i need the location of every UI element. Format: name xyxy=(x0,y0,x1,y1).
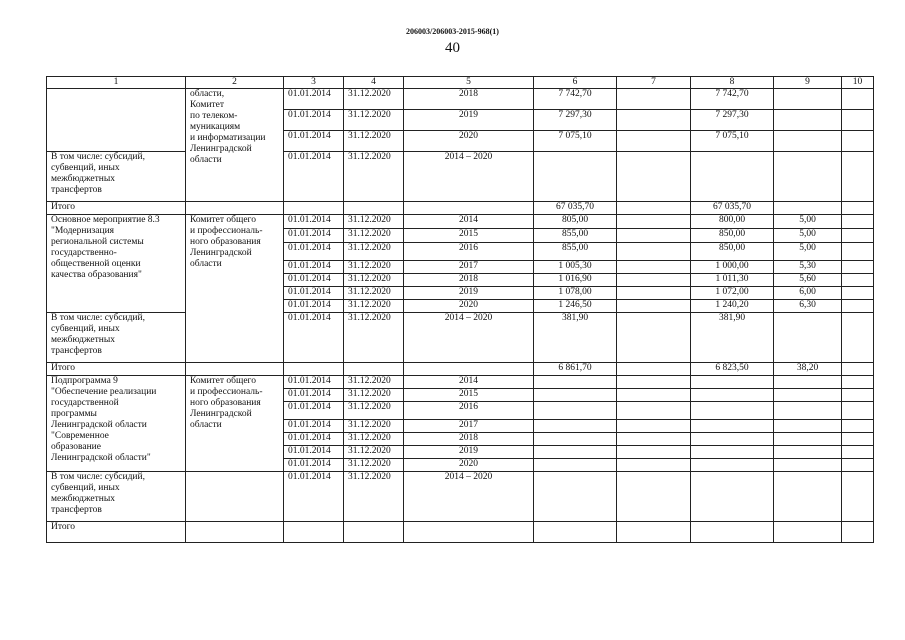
local-budget-cell xyxy=(774,313,842,363)
total-amount-cell xyxy=(534,472,617,522)
total-amount-cell: 1 246,50 xyxy=(534,300,617,313)
local-budget-cell xyxy=(774,472,842,522)
start-date-cell: 01.01.2014 xyxy=(284,433,344,446)
other-sources-cell xyxy=(842,215,874,229)
other-sources-cell xyxy=(842,131,874,152)
local-budget-cell: 6,00 xyxy=(774,287,842,300)
column-header: 5 xyxy=(404,77,534,89)
start-date-cell: 01.01.2014 xyxy=(284,110,344,131)
executor-cell xyxy=(186,363,284,376)
local-budget-cell xyxy=(774,89,842,110)
event-name-cell: Подпрограмма 9 "Обеспечение реализации государственной программы Ленинградской области "Современное образование Ленинградской области" xyxy=(47,376,186,472)
year-cell: 2020 xyxy=(404,459,534,472)
other-sources-cell xyxy=(842,229,874,243)
regional-budget-cell: 1 072,00 xyxy=(691,287,774,300)
total-label: Итого xyxy=(47,363,186,376)
start-date-cell: 01.01.2014 xyxy=(284,300,344,313)
other-sources-cell xyxy=(842,300,874,313)
total-amount-cell: 805,00 xyxy=(534,215,617,229)
start-date-cell: 01.01.2014 xyxy=(284,274,344,287)
total-amount-cell: 7 742,70 xyxy=(534,89,617,110)
local-budget-cell xyxy=(774,376,842,389)
other-sources-cell xyxy=(842,420,874,433)
other-sources-cell xyxy=(842,472,874,522)
executor-cell xyxy=(186,202,284,215)
start-date-cell xyxy=(284,522,344,543)
federal-budget-cell xyxy=(617,376,691,389)
regional-budget-cell: 1 011,30 xyxy=(691,274,774,287)
regional-budget-cell xyxy=(691,522,774,543)
total-amount-cell xyxy=(534,420,617,433)
local-budget-cell: 5,00 xyxy=(774,243,842,261)
local-budget-cell: 5,00 xyxy=(774,215,842,229)
end-date-cell: 31.12.2020 xyxy=(344,152,404,202)
column-header: 2 xyxy=(186,77,284,89)
total-amount-cell xyxy=(534,402,617,420)
other-sources-cell xyxy=(842,110,874,131)
total-amount-cell: 855,00 xyxy=(534,229,617,243)
total-amount-cell: 1 016,90 xyxy=(534,274,617,287)
column-header: 10 xyxy=(842,77,874,89)
start-date-cell: 01.01.2014 xyxy=(284,313,344,363)
other-sources-cell xyxy=(842,522,874,543)
federal-budget-cell xyxy=(617,446,691,459)
regional-budget-cell xyxy=(691,433,774,446)
year-cell: 2017 xyxy=(404,261,534,274)
federal-budget-cell xyxy=(617,152,691,202)
local-budget-cell xyxy=(774,420,842,433)
federal-budget-cell xyxy=(617,243,691,261)
total-amount-cell: 1 078,00 xyxy=(534,287,617,300)
end-date-cell: 31.12.2020 xyxy=(344,261,404,274)
other-sources-cell xyxy=(842,446,874,459)
other-sources-cell xyxy=(842,376,874,389)
column-header: 3 xyxy=(284,77,344,89)
regional-budget-cell xyxy=(691,152,774,202)
federal-budget-cell xyxy=(617,363,691,376)
year-row xyxy=(47,376,874,389)
other-sources-cell xyxy=(842,402,874,420)
regional-budget-cell: 1 240,20 xyxy=(691,300,774,313)
regional-budget-cell xyxy=(691,446,774,459)
regional-budget-cell xyxy=(691,402,774,420)
event-name-cell: Основное мероприятие 8.3 "Модернизация региональной системы государственно- общественной оценки качества образования" xyxy=(47,215,186,313)
year-cell: 2020 xyxy=(404,300,534,313)
year-cell: 2016 xyxy=(404,243,534,261)
subsidy-row xyxy=(47,152,874,202)
local-budget-cell: 38,20 xyxy=(774,363,842,376)
total-row xyxy=(47,522,874,543)
total-amount-cell: 67 035,70 xyxy=(534,202,617,215)
total-amount-cell xyxy=(534,389,617,402)
regional-budget-cell: 7 297,30 xyxy=(691,110,774,131)
column-header: 6 xyxy=(534,77,617,89)
regional-budget-cell: 850,00 xyxy=(691,229,774,243)
start-date-cell: 01.01.2014 xyxy=(284,459,344,472)
start-date-cell: 01.01.2014 xyxy=(284,472,344,522)
federal-budget-cell xyxy=(617,420,691,433)
year-cell: 2019 xyxy=(404,446,534,459)
total-amount-cell xyxy=(534,376,617,389)
total-label: Итого xyxy=(47,522,186,543)
end-date-cell: 31.12.2020 xyxy=(344,472,404,522)
year-cell: 2018 xyxy=(404,274,534,287)
end-date-cell: 31.12.2020 xyxy=(344,229,404,243)
end-date-cell: 31.12.2020 xyxy=(344,131,404,152)
start-date-cell xyxy=(284,202,344,215)
federal-budget-cell xyxy=(617,300,691,313)
subsidy-label: В том числе: субсидий, субвенций, иных межбюджетных трансфертов xyxy=(47,152,186,202)
regional-budget-cell: 800,00 xyxy=(691,215,774,229)
federal-budget-cell xyxy=(617,274,691,287)
end-date-cell: 31.12.2020 xyxy=(344,110,404,131)
executor-cell: Комитет общего и профессиональ- ного образования Ленинградской области xyxy=(186,376,284,472)
end-date-cell: 31.12.2020 xyxy=(344,389,404,402)
end-date-cell xyxy=(344,202,404,215)
start-date-cell: 01.01.2014 xyxy=(284,89,344,110)
regional-budget-cell: 1 000,00 xyxy=(691,261,774,274)
end-date-cell: 31.12.2020 xyxy=(344,433,404,446)
start-date-cell: 01.01.2014 xyxy=(284,287,344,300)
year-cell xyxy=(404,522,534,543)
local-budget-cell: 5,60 xyxy=(774,274,842,287)
total-amount-cell xyxy=(534,446,617,459)
other-sources-cell xyxy=(842,202,874,215)
end-date-cell: 31.12.2020 xyxy=(344,446,404,459)
regional-budget-cell xyxy=(691,420,774,433)
regional-budget-cell xyxy=(691,472,774,522)
regional-budget-cell: 850,00 xyxy=(691,243,774,261)
regional-budget-cell xyxy=(691,376,774,389)
regional-budget-cell: 7 742,70 xyxy=(691,89,774,110)
document-reference: 206003/206003-2015-968(1) xyxy=(406,27,499,36)
start-date-cell: 01.01.2014 xyxy=(284,215,344,229)
federal-budget-cell xyxy=(617,215,691,229)
other-sources-cell xyxy=(842,459,874,472)
year-cell: 2014 xyxy=(404,215,534,229)
year-cell: 2016 xyxy=(404,402,534,420)
year-cell: 2019 xyxy=(404,287,534,300)
federal-budget-cell xyxy=(617,229,691,243)
end-date-cell: 31.12.2020 xyxy=(344,287,404,300)
federal-budget-cell xyxy=(617,110,691,131)
regional-budget-cell xyxy=(691,459,774,472)
year-cell: 2015 xyxy=(404,389,534,402)
end-date-cell xyxy=(344,363,404,376)
executor-cell xyxy=(186,472,284,522)
local-budget-cell: 5,00 xyxy=(774,229,842,243)
year-cell xyxy=(404,363,534,376)
start-date-cell: 01.01.2014 xyxy=(284,261,344,274)
year-cell: 2015 xyxy=(404,229,534,243)
total-amount-cell: 855,00 xyxy=(534,243,617,261)
year-cell: 2014 xyxy=(404,376,534,389)
local-budget-cell xyxy=(774,131,842,152)
start-date-cell: 01.01.2014 xyxy=(284,131,344,152)
start-date-cell xyxy=(284,363,344,376)
regional-budget-cell: 381,90 xyxy=(691,313,774,363)
regional-budget-cell: 67 035,70 xyxy=(691,202,774,215)
executor-cell: области, Комитет по телеком- муникациям и информатизации Ленинградской области xyxy=(186,89,284,202)
end-date-cell: 31.12.2020 xyxy=(344,89,404,110)
year-cell xyxy=(404,202,534,215)
local-budget-cell xyxy=(774,152,842,202)
federal-budget-cell xyxy=(617,89,691,110)
total-amount-cell xyxy=(534,433,617,446)
regional-budget-cell xyxy=(691,389,774,402)
total-amount-cell xyxy=(534,152,617,202)
column-header: 9 xyxy=(774,77,842,89)
other-sources-cell xyxy=(842,274,874,287)
end-date-cell xyxy=(344,522,404,543)
local-budget-cell xyxy=(774,202,842,215)
budget-table xyxy=(46,76,874,543)
local-budget-cell xyxy=(774,522,842,543)
end-date-cell: 31.12.2020 xyxy=(344,402,404,420)
year-row xyxy=(47,215,874,229)
column-header: 7 xyxy=(617,77,691,89)
column-header: 4 xyxy=(344,77,404,89)
end-date-cell: 31.12.2020 xyxy=(344,420,404,433)
federal-budget-cell xyxy=(617,261,691,274)
end-date-cell: 31.12.2020 xyxy=(344,376,404,389)
year-cell: 2018 xyxy=(404,433,534,446)
other-sources-cell xyxy=(842,389,874,402)
other-sources-cell xyxy=(842,243,874,261)
subsidy-label: В том числе: субсидий, субвенций, иных межбюджетных трансфертов xyxy=(47,472,186,522)
subsidy-label: В том числе: субсидий, субвенций, иных межбюджетных трансфертов xyxy=(47,313,186,363)
federal-budget-cell xyxy=(617,402,691,420)
end-date-cell: 31.12.2020 xyxy=(344,300,404,313)
total-amount-cell: 381,90 xyxy=(534,313,617,363)
regional-budget-cell: 6 823,50 xyxy=(691,363,774,376)
start-date-cell: 01.01.2014 xyxy=(284,243,344,261)
column-header: 1 xyxy=(47,77,186,89)
end-date-cell: 31.12.2020 xyxy=(344,313,404,363)
year-cell: 2018 xyxy=(404,89,534,110)
executor-cell: Комитет общего и профессиональ- ного образования Ленинградской области xyxy=(186,215,284,363)
end-date-cell: 31.12.2020 xyxy=(344,274,404,287)
federal-budget-cell xyxy=(617,433,691,446)
start-date-cell: 01.01.2014 xyxy=(284,376,344,389)
local-budget-cell xyxy=(774,459,842,472)
other-sources-cell xyxy=(842,261,874,274)
page-number: 40 xyxy=(445,40,460,56)
end-date-cell: 31.12.2020 xyxy=(344,459,404,472)
subsidy-row xyxy=(47,313,874,363)
local-budget-cell: 5,30 xyxy=(774,261,842,274)
local-budget-cell xyxy=(774,433,842,446)
start-date-cell: 01.01.2014 xyxy=(284,229,344,243)
other-sources-cell xyxy=(842,89,874,110)
other-sources-cell xyxy=(842,287,874,300)
local-budget-cell xyxy=(774,110,842,131)
start-date-cell: 01.01.2014 xyxy=(284,420,344,433)
local-budget-cell: 6,30 xyxy=(774,300,842,313)
other-sources-cell xyxy=(842,363,874,376)
federal-budget-cell xyxy=(617,313,691,363)
event-name-cell xyxy=(47,89,186,152)
total-row xyxy=(47,363,874,376)
total-row xyxy=(47,202,874,215)
year-cell: 2014 – 2020 xyxy=(404,152,534,202)
total-amount-cell: 6 861,70 xyxy=(534,363,617,376)
column-header: 8 xyxy=(691,77,774,89)
year-cell: 2017 xyxy=(404,420,534,433)
end-date-cell: 31.12.2020 xyxy=(344,215,404,229)
total-amount-cell: 7 297,30 xyxy=(534,110,617,131)
start-date-cell: 01.01.2014 xyxy=(284,446,344,459)
start-date-cell: 01.01.2014 xyxy=(284,402,344,420)
federal-budget-cell xyxy=(617,202,691,215)
executor-cell xyxy=(186,522,284,543)
local-budget-cell xyxy=(774,446,842,459)
total-amount-cell: 7 075,10 xyxy=(534,131,617,152)
subsidy-row xyxy=(47,472,874,522)
federal-budget-cell xyxy=(617,287,691,300)
start-date-cell: 01.01.2014 xyxy=(284,152,344,202)
regional-budget-cell: 7 075,10 xyxy=(691,131,774,152)
year-cell: 2020 xyxy=(404,131,534,152)
year-cell: 2019 xyxy=(404,110,534,131)
year-row xyxy=(47,89,874,110)
local-budget-cell xyxy=(774,389,842,402)
other-sources-cell xyxy=(842,152,874,202)
other-sources-cell xyxy=(842,313,874,363)
federal-budget-cell xyxy=(617,472,691,522)
total-label: Итого xyxy=(47,202,186,215)
federal-budget-cell xyxy=(617,459,691,472)
column-number-row xyxy=(47,77,874,89)
federal-budget-cell xyxy=(617,522,691,543)
year-cell: 2014 – 2020 xyxy=(404,472,534,522)
start-date-cell: 01.01.2014 xyxy=(284,389,344,402)
total-amount-cell xyxy=(534,522,617,543)
federal-budget-cell xyxy=(617,389,691,402)
year-cell: 2014 – 2020 xyxy=(404,313,534,363)
other-sources-cell xyxy=(842,433,874,446)
federal-budget-cell xyxy=(617,131,691,152)
local-budget-cell xyxy=(774,402,842,420)
total-amount-cell xyxy=(534,459,617,472)
end-date-cell: 31.12.2020 xyxy=(344,243,404,261)
total-amount-cell: 1 005,30 xyxy=(534,261,617,274)
